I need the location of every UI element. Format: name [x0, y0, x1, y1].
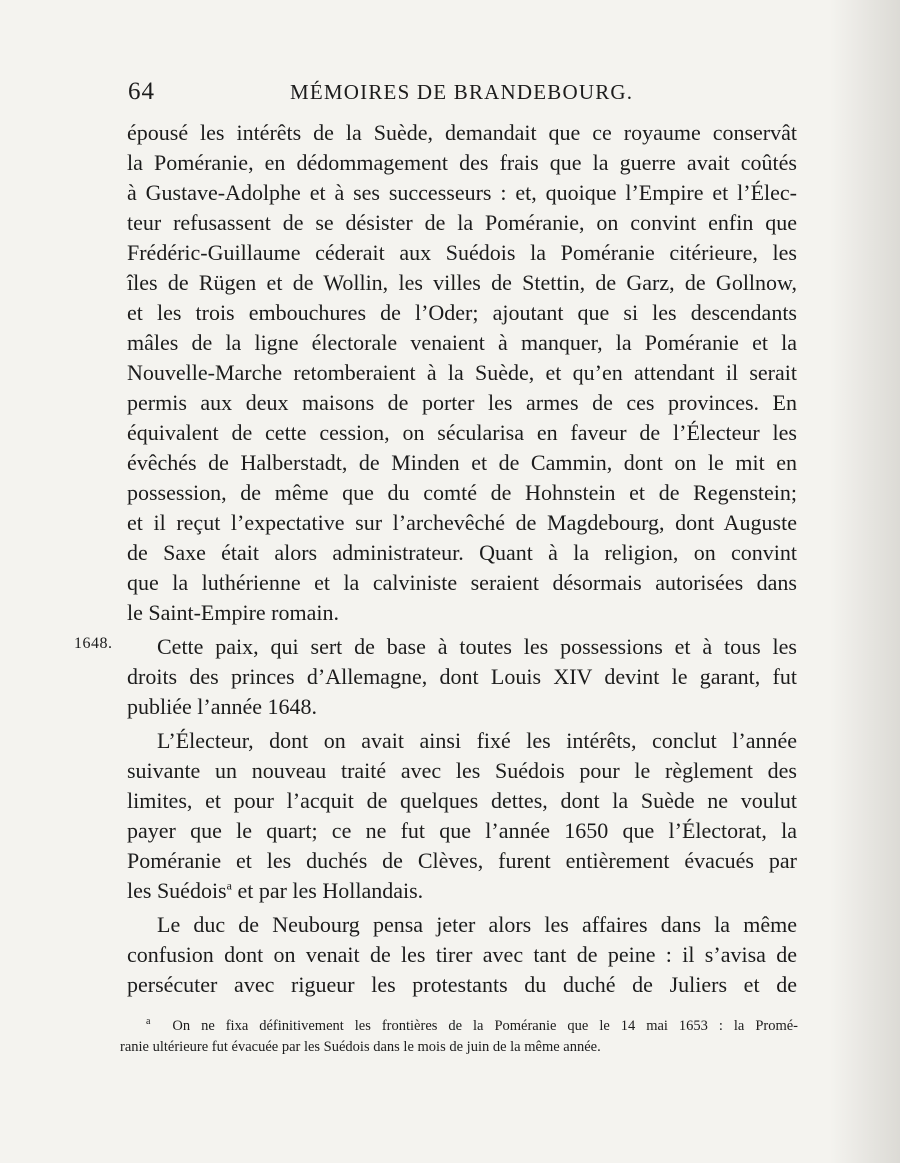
paragraph-2 — [74, 632, 797, 722]
text-line: le Saint-Empire romain. — [127, 600, 339, 625]
text-line: Frédéric-Guillaume céderait aux Suédois la Poméranie citérieure, les — [127, 240, 797, 265]
text-segment: et par les Hollandais. — [231, 878, 424, 903]
text-line: possession, de même que du comté de Hohnstein et de Regenstein; — [127, 480, 797, 505]
text-line: L’Électeur, dont on avait ainsi fixé les intérêts, conclut l’année — [157, 728, 797, 753]
text-line: teur refusassent de se désister de la Poméranie, on convint enfin que — [127, 210, 797, 235]
text-line: Nouvelle-Marche retomberaient à la Suède, et qu’en attendant il serait — [127, 360, 797, 385]
page-number: 64 — [128, 78, 155, 105]
page-header — [128, 78, 798, 112]
text-line: et les trois embouchures de l’Oder; ajoutant que si les descendants — [127, 300, 797, 325]
text-line: payer que le quart; ce ne fut que l’année 1650 que l’Électorat, la — [127, 818, 797, 843]
text-line — [127, 876, 797, 906]
running-title: MÉMOIRES DE BRANDEBOURG. — [290, 80, 634, 104]
text-line: la Poméranie, en dédommagement des frais que la guerre avait coûtés — [127, 150, 797, 175]
text-line: épousé les intérêts de la Suède, demandait que ce royaume conservât — [127, 120, 797, 145]
text-line: et il reçut l’expectative sur l’archevêché de Magdebourg, dont Auguste — [127, 510, 797, 535]
footnotes — [120, 1016, 798, 1058]
footnote-reference[interactable]: a — [226, 878, 232, 893]
margin-note-year: 1648. — [74, 635, 113, 652]
text-line: mâles de la ligne électorale venaient à manquer, la Poméranie et la — [127, 330, 797, 355]
text-line: de Saxe était alors administrateur. Quant à la religion, on convint — [127, 540, 797, 565]
text-line: limites, et pour l’acquit de quelques dettes, dont la Suède ne voulut — [127, 788, 797, 813]
footnote-text: On ne fixa définitivement les frontières de la Poméranie que le 14 mai 1653 : la Promé- — [172, 1018, 799, 1034]
text-line: équivalent de cette cession, on sécularisa en faveur de l’Électeur les — [127, 420, 797, 445]
footnote-marker: a — [146, 1016, 151, 1028]
text-line: îles de Rügen et de Wollin, les villes de Stettin, de Garz, de Gollnow, — [127, 270, 797, 295]
text-line: à Gustave-Adolphe et à ses successeurs : et, quoique l’Empire et l’Élec- — [127, 180, 797, 205]
text-line: suivante un nouveau traité avec les Suédois pour le règlement des — [127, 758, 797, 783]
text-segment: les Suédois — [127, 878, 227, 903]
text-line: Cette paix, qui sert de base à toutes les possessions et à tous les — [157, 634, 797, 659]
text-line: publiée l’année 1648. — [127, 694, 317, 719]
text-line: évêchés de Halberstadt, de Minden et de Cammin, dont on le mit en — [127, 450, 797, 475]
paragraph-3 — [127, 726, 797, 906]
paragraph-4 — [127, 910, 797, 1000]
page-edge-shadow — [830, 0, 900, 1163]
text-line: confusion dont on venait de les tirer avec tant de peine : il s’avisa de — [127, 942, 797, 967]
text-line: persécuter avec rigueur les protestants du duché de Juliers et de — [127, 972, 797, 997]
paragraph-1 — [127, 118, 797, 628]
body-text — [74, 118, 797, 1000]
text-line: droits des princes d’Allemagne, dont Louis XIV devint le garant, fut — [127, 664, 797, 689]
footnote-line: ranie ultérieure fut évacuée par les Suédois dans le mois de juin de la même année. — [120, 1039, 601, 1055]
text-line: Poméranie et les duchés de Clèves, furent entièrement évacués par — [127, 848, 797, 873]
text-line: que la luthérienne et la calviniste seraient désormais autorisées dans — [127, 570, 797, 595]
text-line: Le duc de Neubourg pensa jeter alors les affaires dans la même — [157, 912, 797, 937]
footnote-line — [120, 1016, 798, 1037]
text-line: permis aux deux maisons de porter les armes de ces provinces. En — [127, 390, 797, 415]
